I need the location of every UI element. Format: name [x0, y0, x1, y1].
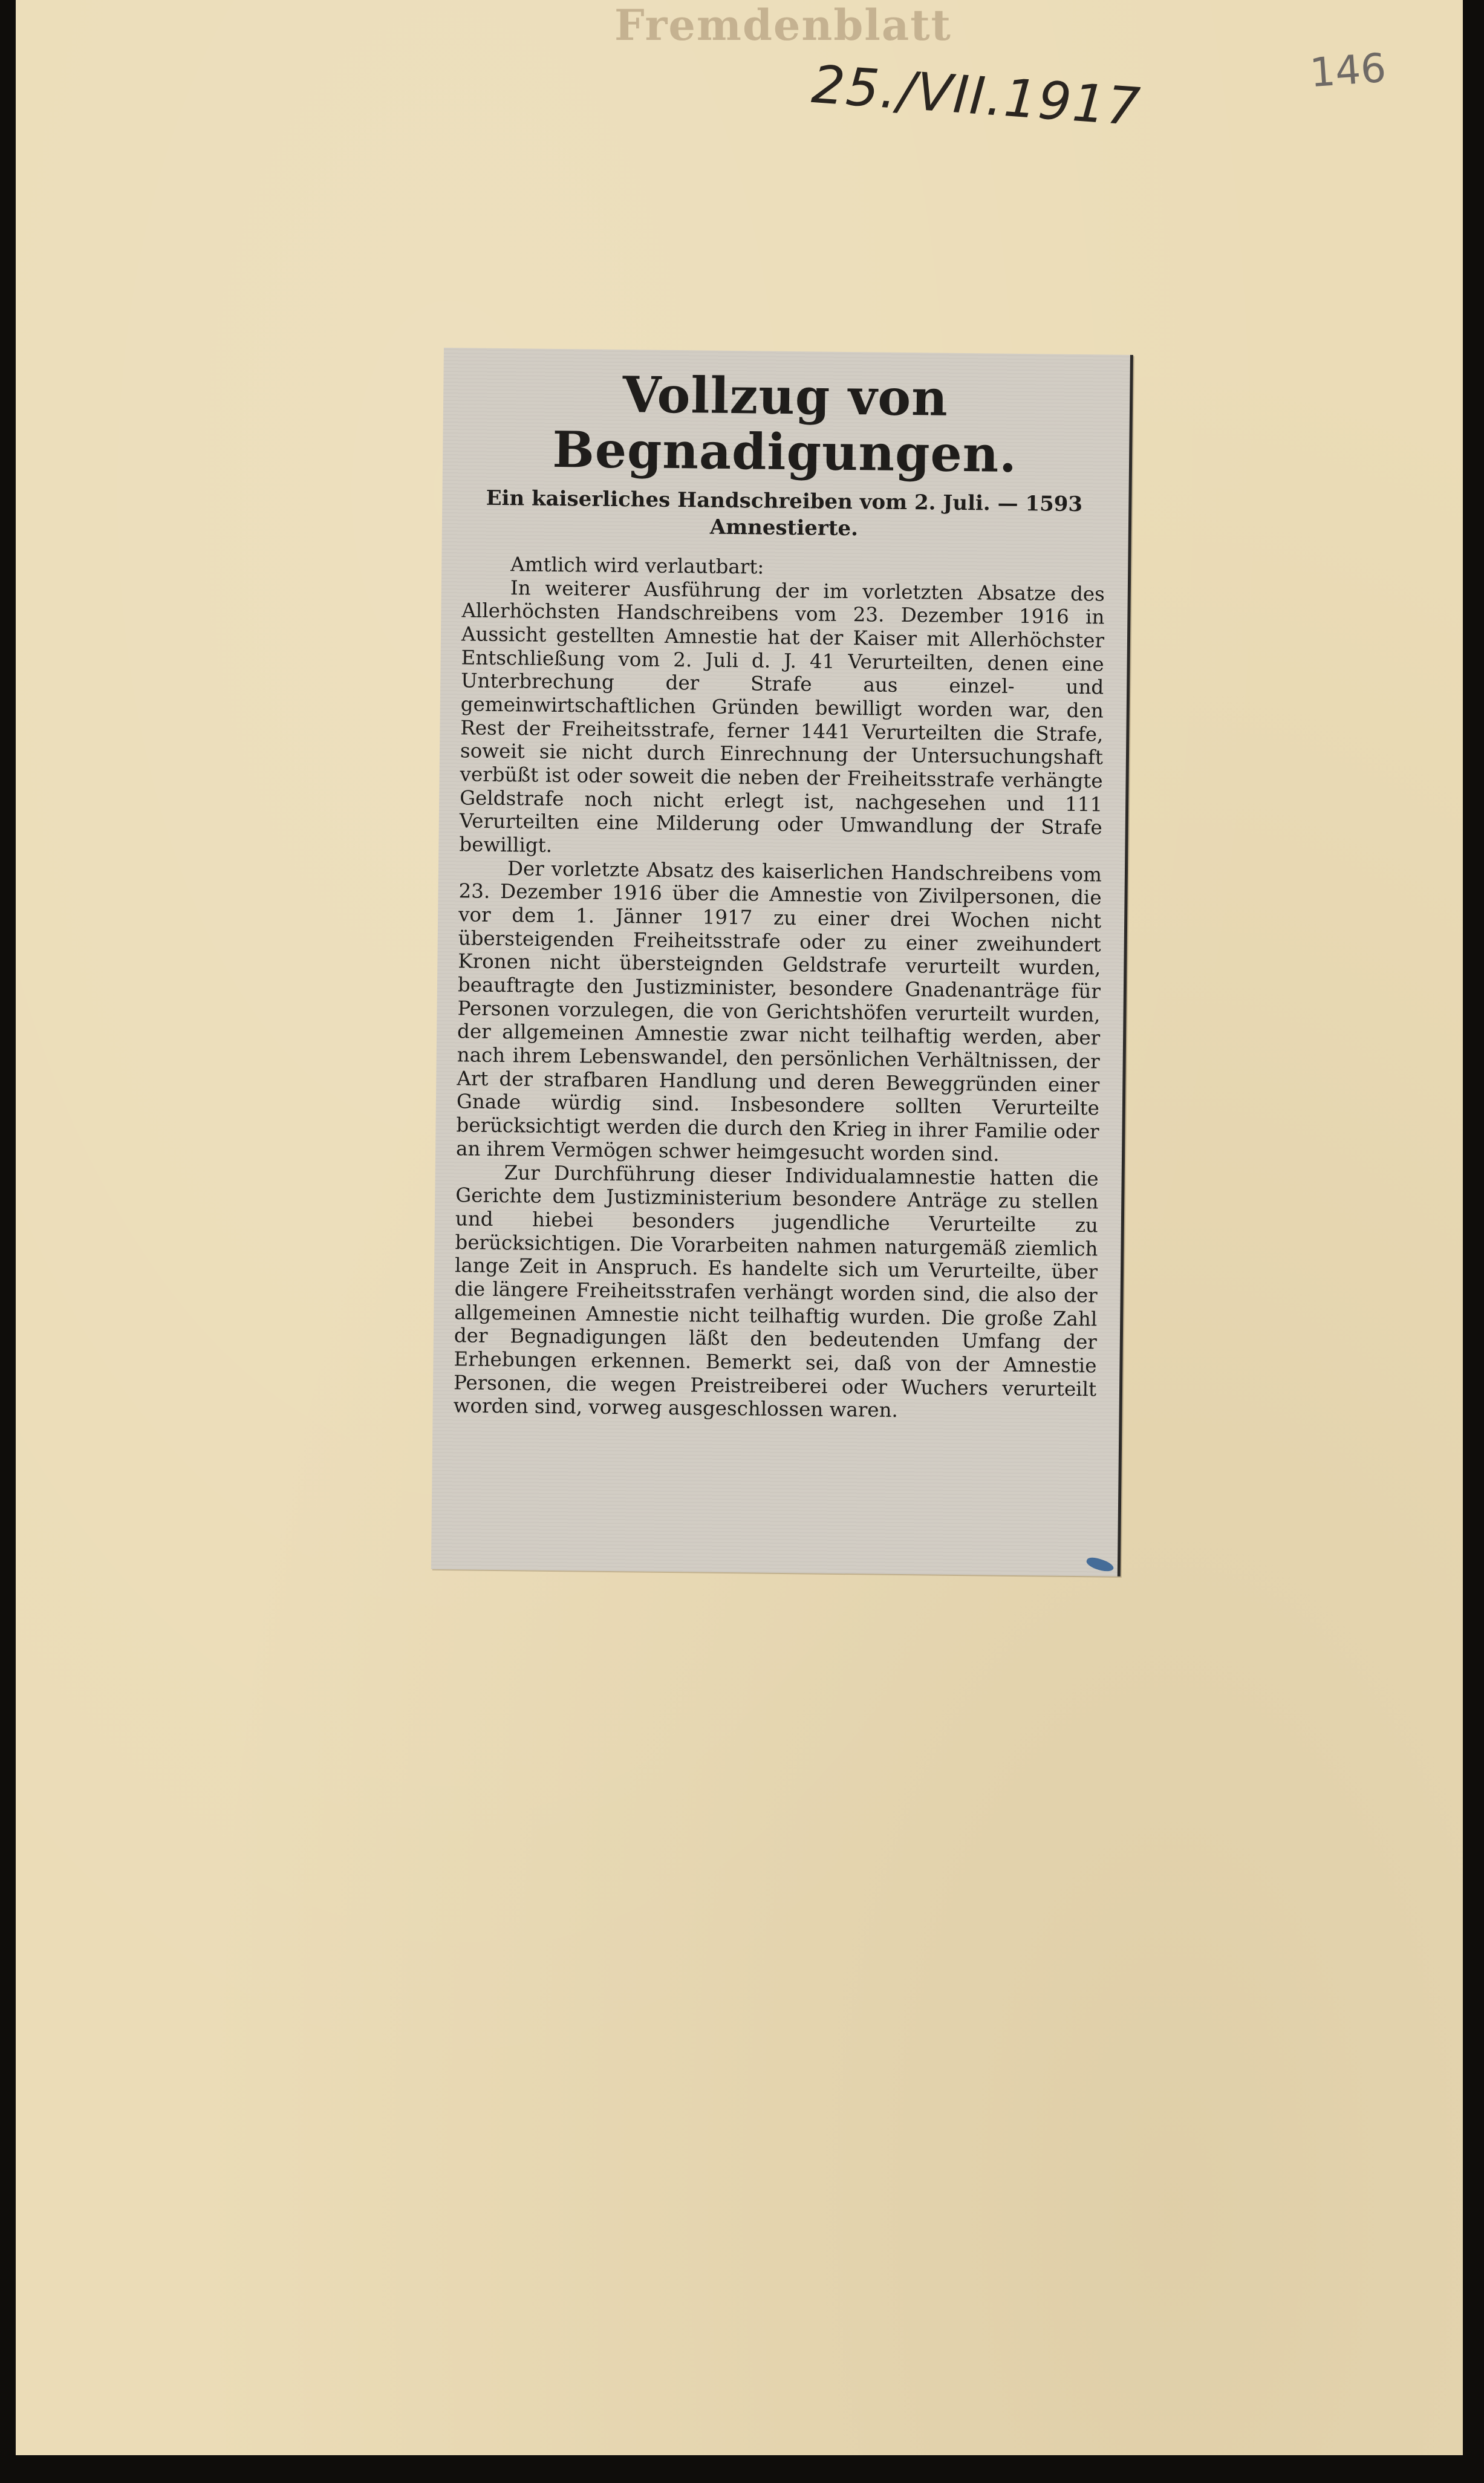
- binding-hole: [0, 2286, 16, 2308]
- archive-sheet: [16, 0, 1463, 2455]
- article-paragraph: In weiterer Ausführung der im vorletzten Absatze des Allerhöchsten Handschreibens vom 23. Dezember 1916 in Aussicht gestellten Amnestie hat der Kaiser mit Allerhöchster Entschließung vom 2. Juli d. J. 41 Verurteilten, denen eine Unterbrechung der Strafe aus einzel- und gemeinwirtschaftlichen Gründen bewilligt worden war, den Rest der Freiheitsstrafe, ferner 1441 Verurteilten die Strafe, soweit sie nicht durch Einrechnung der Untersuchungshaft verbüßt ist oder soweit die neben der Freiheitsstrafe verhängte Geldstrafe noch nicht erlegt ist, nachgesehen und 111 Verurteilten eine Milderung oder Umwandlung der Strafe bewilligt.: [459, 576, 1105, 857]
- article-paragraph: Amtlich wird verlautbart:: [510, 553, 764, 579]
- article-headline: Vollzug von Begnadigungen.: [552, 366, 1018, 484]
- page-number: 146: [1308, 44, 1388, 97]
- article-paragraph: Der vorletzte Absatz des kaiserlichen Handschreibens vom 23. Dezember 1916 über die Amnestie von Zivilpersonen, die vor dem 1. Jänner 1917 zu einer drei Wochen nicht übersteigenden Freiheitsstrafe oder zu einer zweihundert Kronen nicht übersteignden Geldstrafe verurteilt wurden, beauftragte den Justizminister, besondere Gnadenanträge für Personen vorzulegen, die von Gerichtshöfen verurteilt wurden, der allgemeinen Amnestie zwar nicht teilhaftig werden, aber nach ihrem Lebenswandel, den persönlichen Verhältnissen, der Art der strafbaren Handlung und deren Beweggründen einer Gnade würdig sind. Insbesondere sollten Verurteilte berücksichtigt werden die durch den Krieg in ihrer Familie oder an ihrem Vermögen schwer heimgesucht worden sind.: [455, 856, 1102, 1166]
- article-paragraph: Zur Durchführung dieser Individualamnestie hatten die Gerichte dem Justizministerium besondere Anträge zu stellen und hiebei besonders jugendliche Verurteilte zu berücksichtigen. Die Vorarbeiten nahmen naturgemäß ziemlich lange Zeit in Anspruch. Es handelte sich um Verurteilte, über die längere Freiheitsstrafen verhängt worden sind, die also der allgemeinen Amnestie nicht teilhaftig wurden. Die große Zahl der Begnadigungen läßt den bedeutenden Umfang der Erhebungen erkennen. Bemerkt sei, daß von der Amnestie Personen, die wegen Preistreiberei oder Wuchers verurteilt worden sind, vorweg ausgeschlossen waren.: [453, 1160, 1099, 1422]
- binding-hole: [0, 91, 16, 112]
- newspaper-name-stamp: Fremdenblatt: [614, 0, 952, 50]
- handwritten-date: 25./VII.1917: [810, 54, 1144, 138]
- newspaper-clipping: [431, 348, 1133, 1577]
- article-subheadline: Ein kaiserliches Handschreiben vom 2. Juli. — 1593 Amnestierte.: [486, 486, 1083, 541]
- ink-mark: [1085, 1555, 1115, 1575]
